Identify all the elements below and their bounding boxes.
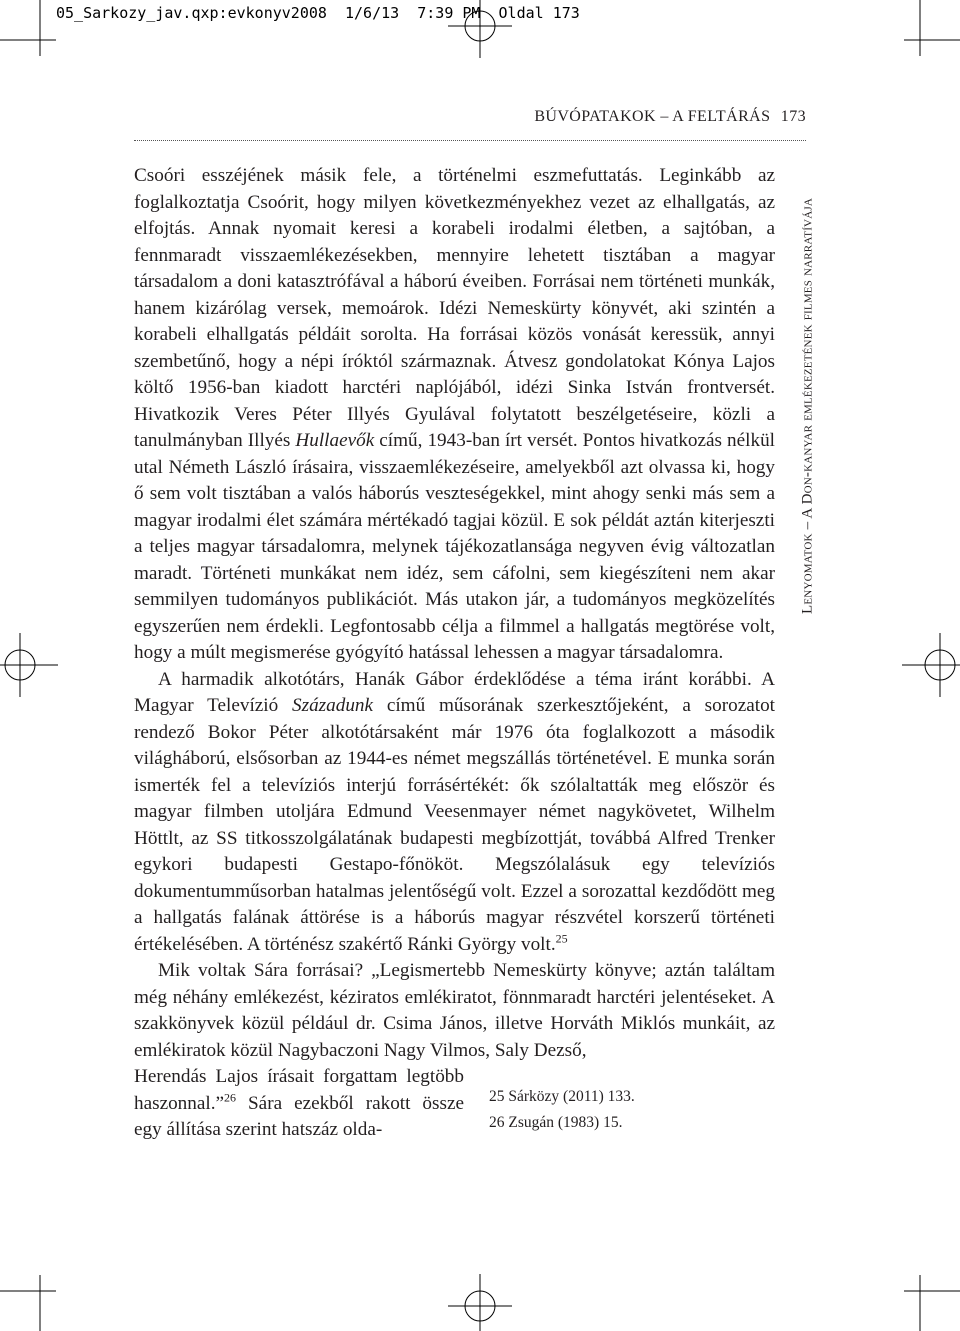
page-number: 173 bbox=[780, 108, 806, 125]
crosshair-left bbox=[0, 633, 58, 697]
paragraph-2: A harmadik alkotótárs, Hanák Gábor érdeklődése a téma iránt korábbi. A Magyar Televízió Századunk című műsorának szerkesztőjeként, a sorozatot rendező Bokor Péter alkotótársaként már 1976 óta foglalkozott a második világháború, elsősorban az 1944-es német megszállás történetével. E munka során ismerték fel a televíziós interjú forrásértékét: ők szólaltatták meg először és magyar filmben utoljára Edmund Veesenmayer német nagykövetet, Wilhelm Höttlt, az SS titkosszolgálatának budapesti megbízottját, továbbá Alfred Trenker egykori budapesti Gestapo-főnököt. Megszólalásuk egy televíziós dokumentumműsorban hatalmas jelentőségű volt. Ezzel a sorozattal kezdődött meg a hallgatás falának áttörése is a háborús magyar részvétel korszerű történeti értékelésében. A történész szakértő Ránki György volt.$^{25}$ bbox=[134, 668, 775, 955]
crosshair-bottom bbox=[448, 1274, 512, 1331]
side-title-text: Lenyomatok – A Don-kanyar emlékezetének filmes narratívája bbox=[799, 198, 816, 614]
footnote-25: 25 Sárközy (2011) 133. bbox=[489, 1088, 635, 1105]
title-szazadunk: Századunk bbox=[292, 695, 374, 716]
title-hullaevok: Hullaevők bbox=[295, 430, 375, 451]
footnote-26: 26 Zsugán (1983) 15. bbox=[489, 1114, 623, 1131]
crop-mark-bottom-right bbox=[904, 1275, 960, 1331]
crop-mark-bottom-left bbox=[0, 1275, 56, 1331]
header-rule bbox=[134, 140, 806, 141]
body-text bbox=[134, 163, 775, 1144]
crosshair-right bbox=[902, 633, 960, 697]
paragraph-3-continued: Herendás Lajos írásait forgattam legtöbb haszonnal.”$^{26}$ Sára ezekből rakott össze egy állítása szerint hatszáz olda- bbox=[134, 1066, 464, 1140]
running-head bbox=[534, 108, 806, 126]
paragraph-1: Csoóri esszéjének másik fele, a történelmi eszmefuttatás. Leginkább az foglalkoztatja Csoórit, hogy milyen következményekhez vezet az elhallgatás, az elfojtás. Annak nyomait keresi a korabeli irodalmi életben, a sajtóban, a fennmaradt visszaemlékezésekben, mennyire lehetett tisztában a magyar társadalom a doni katasztrófával a háború éveiben. Forrásai nem történeti munkák, hanem kizárólag versek, memoárok. Idézi Nemeskürty könyvét, aki szintén a korabeli elhallgatás példáit sorolta. Ha forrásai közös vonását keressük, annyi szembetűnő, hogy a népi íróktól származnak. Átvesz gondolatokat Kónya Lajos költő 1956-ban kiadott harctéri naplójából, idézi Sinka István frontversét. Hivatkozik Veres Péter Illyés Gyulával folytatott beszélgetéseire, közli a tanulmányban Illyés Hullaevők című, 1943-ban írt versét. Pontos hivatkozás nélkül utal Németh László írásaira, visszaemlékezéseire, amelyekből azt olvassa ki, hogy ő sem volt tisztában a valós háborús veszteségekkel, mint ahogy senki más sem a magyar irodalmi élet számára mértékadó tagjai közül. E sok példát aztán kiterjeszti a teljes magyar társadalomra, melynek tájékozatlansága negyven évig változatlan maradt. Történeti munkákat nem idéz, sem cáfolni, sem kiegészíteni nem akar semmilyen tudományos publikációt. Más utakon jár, a tudományos megközelítés egyszerűen nem érdekli. Legfontosabb célja a filmmel a hallgatás megtörése volt, hogy a múlt megismerése gyógyító hatással lehessen a magyar társadalomra. bbox=[134, 165, 776, 663]
print-slug: 05_Sarkozy_jav.qxp:evkonyv2008 1/6/13 7:39 PM Oldal 173 bbox=[56, 4, 580, 22]
crop-mark-top-left bbox=[0, 0, 56, 56]
paragraph-3: Mik voltak Sára forrásai? „Legismertebb Nemeskürty könyve; aztán találtam még néhány emlékezést, kéziratos emlékiratot, fönnmaradt harctéri jelentéseket. A szakkönyvek közül például dr. Csima János, illetve Horváth Miklós munkáit, az emlékiratok közül Nagybaczoni Nagy Vilmos, Saly Dezső, bbox=[134, 960, 775, 1061]
footnotes bbox=[489, 1084, 789, 1136]
crop-mark-top-right bbox=[904, 0, 960, 56]
running-head-title: BÚVÓPATAKOK – A FELTÁRÁS bbox=[534, 108, 771, 125]
footnote-ref-26[interactable]: 26 bbox=[224, 1090, 237, 1105]
footnote-ref-25[interactable]: 25 bbox=[555, 931, 568, 946]
side-title bbox=[796, 165, 820, 647]
